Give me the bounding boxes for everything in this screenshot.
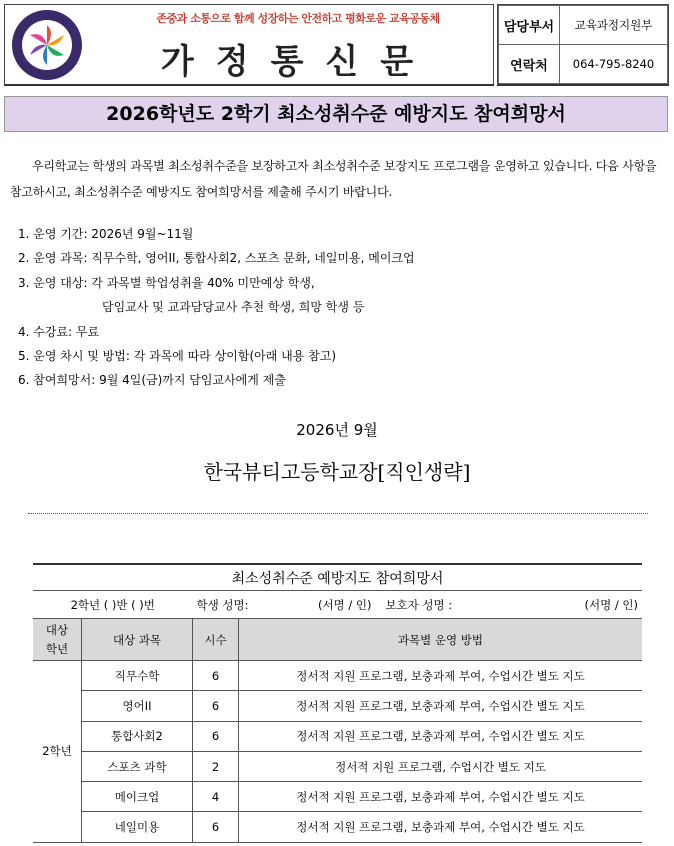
hours-cell: 6 <box>193 721 239 751</box>
school-slogan: 존중과 소통으로 함께 성장하는 안전하고 평화로운 교육공동체 <box>156 12 440 25</box>
cut-line-divider <box>28 513 648 514</box>
page-title: 가정통신문 <box>160 42 436 82</box>
form-title: 최소성취수준 예방지도 참여희망서 <box>33 564 642 591</box>
method-cell: 정서적 지원 프로그램, 보충과제 부여, 수업시간 별도 지도 <box>239 661 643 691</box>
list-item <box>18 295 658 319</box>
table-row <box>33 751 642 781</box>
hours-cell: 6 <box>193 691 239 721</box>
subject-cell: 직무수학 <box>82 661 193 691</box>
contact-info-box <box>497 4 669 86</box>
hours-cell: 4 <box>193 782 239 812</box>
table-row <box>33 812 642 842</box>
col-header-grade: 대상 학년 <box>33 619 82 661</box>
table-row <box>33 691 642 721</box>
dept-value: 교육과정지원부 <box>560 6 668 45</box>
method-cell: 정서적 지원 프로그램, 보충과제 부여, 수업시간 별도 지도 <box>239 721 643 751</box>
hours-cell: 6 <box>193 812 239 842</box>
col-header-hours: 시수 <box>193 619 239 661</box>
list-item: 1. 운영 기간: 2026년 9월~11월 <box>18 227 194 241</box>
col-header-method: 과목별 운영 방법 <box>239 619 643 661</box>
subject-cell: 통합사회2 <box>82 721 193 751</box>
contact-value: 064-795-8240 <box>560 45 668 84</box>
guardian-name-field[interactable] <box>377 591 642 619</box>
table-row <box>33 782 642 812</box>
student-name-field[interactable] <box>193 591 378 619</box>
dept-label: 담당부서 <box>499 6 560 45</box>
subject-cell: 메이크업 <box>82 782 193 812</box>
principal-signature: 한국뷰티고등학교장[직인생략] <box>203 460 471 484</box>
contact-label: 연락처 <box>499 45 560 84</box>
application-form-table <box>33 563 642 843</box>
method-cell: 정서적 지원 프로그램, 수업시간 별도 지도 <box>239 751 643 781</box>
list-item: 4. 수강료: 무료 <box>18 324 100 339</box>
grade-cell: 2학년 <box>33 661 82 843</box>
list-item: 6. 참여희망서: 9월 4일(금)까지 담임교사에게 제출 <box>18 373 286 388</box>
hours-cell: 2 <box>193 751 239 781</box>
table-row <box>33 721 642 751</box>
document-heading: 2026학년도 2학기 최소성취수준 예방지도 참여희망서 <box>4 96 668 132</box>
student-name-label: 학생 성명: <box>196 597 249 612</box>
guardian-name-label: 보호자 성명 : <box>385 597 453 612</box>
method-cell: 정서적 지원 프로그램, 보충과제 부여, 수업시간 별도 지도 <box>239 691 643 721</box>
class-number-field[interactable]: 2학년 ( )반 ( )번 <box>33 591 193 619</box>
method-cell: 정서적 지원 프로그램, 보충과제 부여, 수업시간 별도 지도 <box>239 812 643 842</box>
list-item: 5. 운영 차시 및 방법: 각 과목에 따라 상이함(아래 내용 참고) <box>18 348 337 363</box>
list-item: 3. 운영 대상: 각 과목별 학업성취율 40% 미만예상 학생, <box>18 275 315 290</box>
notice-items <box>18 222 658 393</box>
issue-date: 2026년 9월 <box>296 421 378 439</box>
list-item-continuation: 담임교사 및 교과담당교사 추천 학생, 희망 학생 등 <box>102 300 365 315</box>
table-row <box>33 661 642 691</box>
school-logo <box>10 8 84 82</box>
student-sign-label: (서명 / 인) <box>317 597 372 612</box>
guardian-sign-label: (서명 / 인) <box>584 597 638 612</box>
subject-cell: 영어II <box>82 691 193 721</box>
subject-cell: 네일미용 <box>82 812 193 842</box>
list-item: 2. 운영 과목: 직무수학, 영어II, 통합사회2, 스포츠 문화, 네일미용, 메이크업 <box>18 251 415 266</box>
col-header-subject: 대상 과목 <box>82 619 193 661</box>
hours-cell: 6 <box>193 661 239 691</box>
intro-paragraph: 우리학교는 학생의 과목별 최소성취수준을 보장하고자 최소성취수준 보장지도 프로그램을 운영하고 있습니다. 다음 사항을 참고하시고, 최소성취수준 예방지도 참여희망서를 제출해 주시기 바랍니다. <box>10 159 657 199</box>
method-cell: 정서적 지원 프로그램, 보충과제 부여, 수업시간 별도 지도 <box>239 782 643 812</box>
subject-cell: 스포츠 과학 <box>82 751 193 781</box>
